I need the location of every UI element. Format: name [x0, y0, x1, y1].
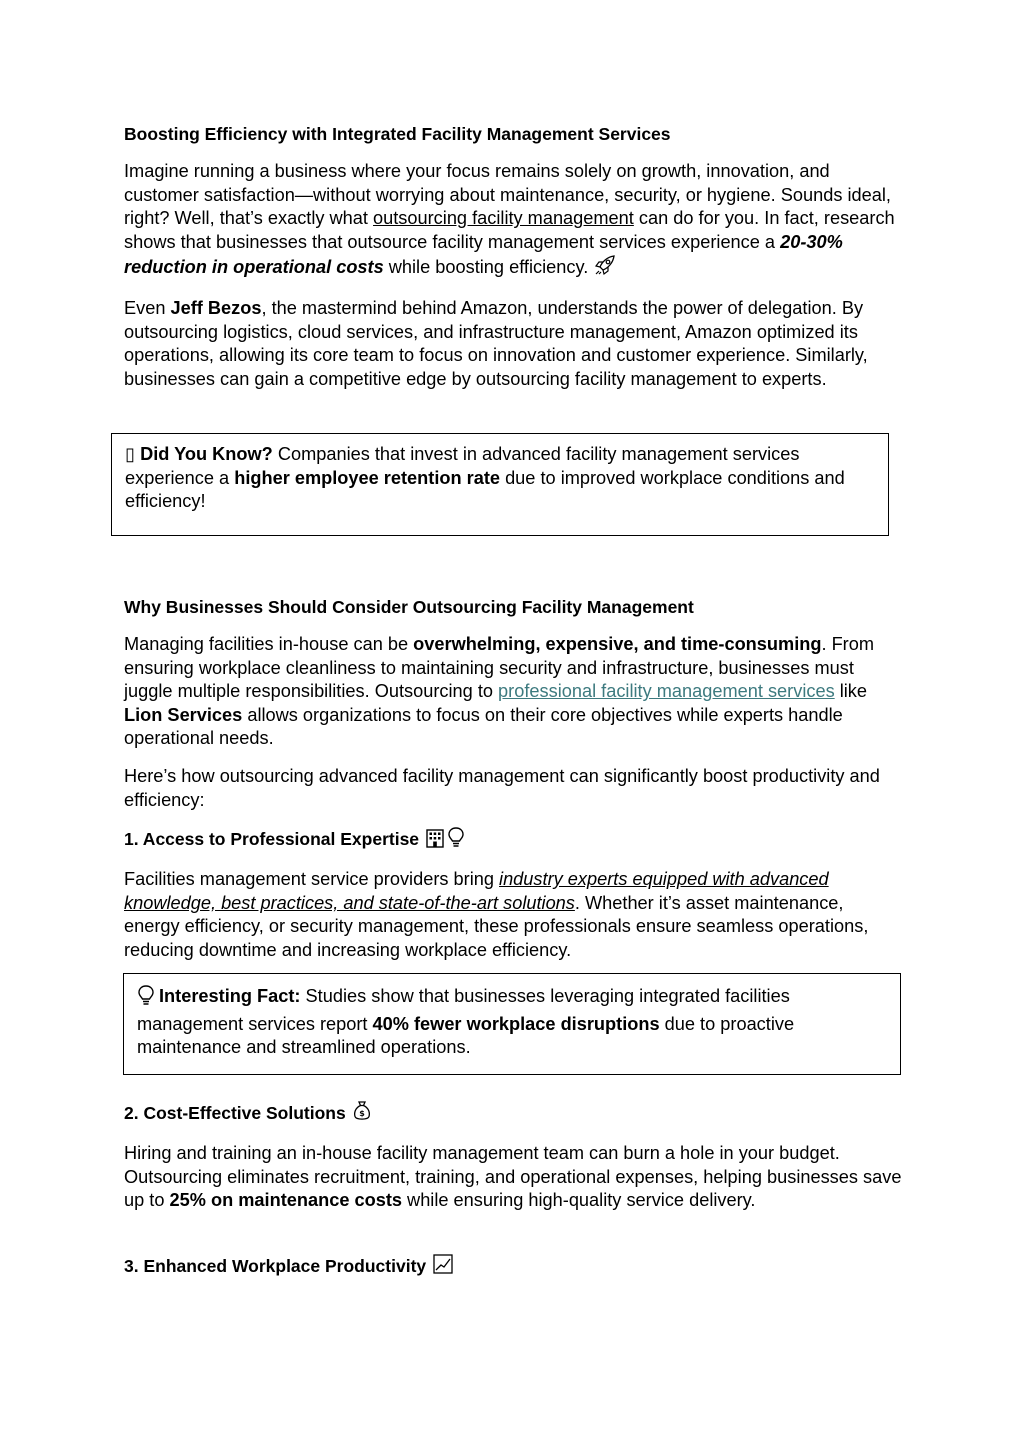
disruptions-stat: 40% fewer workplace disruptions — [372, 1013, 660, 1034]
intro-text: can do for you. In fact, research shows that businesses that outsource facility management services experience a — [124, 208, 895, 252]
intro-paragraph-1 — [124, 160, 904, 283]
item-2-heading — [124, 1100, 904, 1128]
intro-text: Even — [124, 297, 171, 318]
item-2-paragraph — [124, 1142, 904, 1213]
money-bag-icon — [352, 1100, 372, 1128]
item-2-text: while ensuring high-quality service delivery. — [402, 1190, 756, 1211]
chart-increasing-icon — [432, 1253, 454, 1281]
section-paragraph-2: Here’s how outsourcing advanced facility management can significantly boost productivity and efficiency: — [124, 765, 880, 810]
item-2-title: 2. Cost-Effective Solutions — [124, 1103, 346, 1123]
section-text: like — [834, 681, 868, 702]
callout-body: due to proactive maintenance and streamlined operations. — [137, 1013, 795, 1058]
section-text: . From ensuring workplace cleanliness to maintaining security and infrastructure, businesses must juggle multiple responsibilities. Outsourcing to — [124, 634, 875, 702]
callout-body: Companies that invest in advanced facility management services experience a — [125, 444, 800, 488]
document-title: Boosting Efficiency with Integrated Facility Management Services — [124, 124, 671, 144]
intro-text: Imagine running a business where your focus remains solely on growth, innovation, and customer satisfaction—without worrying about maintenance, security, or hygiene. Sounds ideal, right? Well, that’s exactly what — [124, 161, 891, 229]
svg-text:$: $ — [358, 1109, 365, 1118]
emphasis-text: overwhelming, expensive, and time-consuming — [413, 634, 822, 654]
document-content — [124, 122, 904, 391]
lion-services-name: Lion Services — [124, 704, 243, 725]
intro-text: , the mastermind behind Amazon, understands the power of delegation. By outsourcing logistics, cloud services, and infrastructure management, Amazon optimized its operations, allowing its core team to focus on innovation and customer experience. Similarly, businesses can gain a competitive edge by outsourcing facility management to experts. — [124, 297, 868, 389]
interesting-fact-callout — [123, 973, 901, 1075]
rocket-icon — [594, 254, 616, 283]
callout-body: Studies show that businesses leveraging integrated facilities management services report — [137, 986, 790, 1034]
section-why-outsource — [124, 595, 904, 963]
callout-label: Interesting Fact: — [159, 986, 301, 1006]
outsourcing-link[interactable]: outsourcing facility management — [373, 208, 634, 229]
item-1-text: Facilities management service providers bring — [124, 869, 500, 890]
item-2-text: Hiring and training an in-house facility management team can burn a hole in your budget. Outsourcing eliminates recruitment, training, and operational expenses, helping businesses save up to — [124, 1143, 902, 1211]
cost-reduction-stat: 20-30% reduction in operational costs — [124, 231, 843, 278]
professional-services-link[interactable]: professional facility management services — [498, 681, 835, 702]
item-3-heading — [124, 1253, 904, 1281]
maintenance-savings-stat: 25% on maintenance costs — [169, 1190, 402, 1211]
section-text: Managing facilities in-house can be — [124, 634, 414, 654]
callout-label: Did You Know? — [140, 444, 273, 464]
intro-paragraph-2 — [124, 297, 904, 391]
lightbulb-icon — [137, 984, 155, 1013]
retention-stat: higher employee retention rate — [234, 467, 501, 488]
section-cost-effective — [124, 1100, 904, 1281]
jeff-bezos-name: Jeff Bezos — [170, 297, 262, 318]
callout-text — [137, 984, 888, 1060]
item-1-text: . Whether it’s asset maintenance, energy efficiency, or security management, these professionals ensure seamless operations, reducing downtime and increasing workplace efficiency. — [124, 892, 869, 960]
item-1-heading — [124, 826, 904, 854]
industry-experts-emphasis: industry experts equipped with advanced knowledge, best practices, and state-of-the-art solutions — [124, 869, 829, 913]
did-you-know-callout — [111, 433, 889, 536]
callout-text — [125, 443, 876, 514]
intro-text: while boosting efficiency. — [383, 257, 589, 278]
callout-body: due to improved workplace conditions and efficiency! — [125, 467, 845, 512]
item-1-paragraph — [124, 868, 904, 962]
item-3-title: 3. Enhanced Workplace Productivity — [124, 1255, 427, 1276]
section-paragraph-1 — [124, 633, 904, 751]
section-text: allows organizations to focus on their core objectives while experts handle operational needs. — [124, 704, 843, 749]
missing-glyph-icon: ▯ — [125, 444, 136, 464]
item-1-title: 1. Access to Professional Expertise — [124, 829, 420, 850]
section-heading: Why Businesses Should Consider Outsourcing Facility Management — [124, 597, 694, 617]
office-building-icon — [425, 828, 445, 854]
lightbulb-icon — [447, 826, 465, 854]
